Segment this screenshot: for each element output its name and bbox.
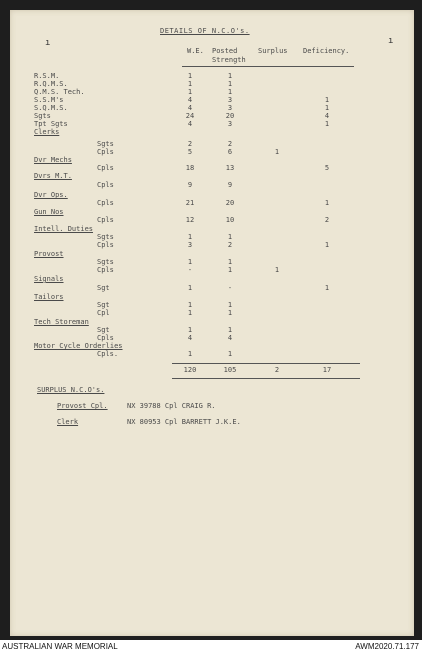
cell-posted: 13 (225, 164, 235, 172)
cell-posted: 6 (227, 148, 233, 156)
row-sub-label: Sgts (97, 233, 114, 241)
row-sub-label: Cpls (97, 266, 114, 274)
cell-posted: 1 (227, 266, 233, 274)
cell-we: - (187, 266, 193, 274)
total-posted: 105 (223, 366, 237, 374)
total-we: 120 (183, 366, 197, 374)
row-rank-label: Tailors (34, 293, 64, 301)
archive-footer (0, 640, 422, 653)
row-sub-label: Cpl (97, 309, 110, 317)
header-strength: Strength (212, 56, 246, 64)
cell-we: 2 (187, 140, 193, 148)
surplus-heading: SURPLUS N.C.O's. (37, 386, 105, 394)
cell-deficiency: 5 (324, 164, 330, 172)
cell-posted: 3 (227, 96, 233, 104)
cell-we: 1 (187, 72, 193, 80)
totals-rule-bottom (172, 378, 360, 379)
cell-we: 21 (185, 199, 195, 207)
cell-posted: 1 (227, 258, 233, 266)
pencil-mark-right: ı (388, 36, 394, 46)
cell-we: 1 (187, 258, 193, 266)
cell-posted: 20 (225, 199, 235, 207)
row-sub-label: Sgts (97, 140, 114, 148)
cell-we: 18 (185, 164, 195, 172)
surplus-role: Clerk (57, 418, 79, 426)
surplus-role: Provost Cpl. (57, 402, 108, 410)
cell-posted: 2 (227, 140, 233, 148)
cell-deficiency: 1 (324, 120, 330, 128)
totals-rule-top (172, 363, 360, 364)
surplus-detail: NX 80953 Cpl BARRETT J.K.E. (127, 418, 241, 426)
cell-surplus: 1 (274, 148, 280, 156)
archive-name: AUSTRALIAN WAR MEMORIAL (2, 642, 118, 651)
row-rank-label: R.S.M. (34, 72, 60, 80)
total-surplus: 2 (274, 366, 280, 374)
row-rank-label: S.S.M's (34, 96, 64, 104)
cell-we: 12 (185, 216, 195, 224)
cell-we: 1 (187, 301, 193, 309)
cell-posted: 20 (225, 112, 235, 120)
row-rank-label: Tech Storeman (34, 318, 89, 326)
row-rank-label: Q.M.S. Tech. (34, 88, 85, 96)
cell-we: 1 (187, 88, 193, 96)
cell-we: 5 (187, 148, 193, 156)
cell-posted: 1 (227, 326, 233, 334)
row-rank-label: Dvr Mechs (34, 156, 72, 164)
row-rank-label: Clerks (34, 128, 60, 136)
pencil-mark-left: ı (45, 38, 51, 48)
row-sub-label: Cpls. (97, 350, 119, 358)
row-rank-label: Signals (34, 275, 64, 283)
row-rank-label: S.Q.M.S. (34, 104, 68, 112)
cell-posted: 2 (227, 241, 233, 249)
cell-we: 24 (185, 112, 195, 120)
cell-posted: 1 (227, 301, 233, 309)
row-rank-label: Motor Cycle Orderlies (34, 342, 123, 350)
cell-deficiency: 1 (324, 96, 330, 104)
row-rank-label: Gun Nos (34, 208, 64, 216)
cell-posted: 1 (227, 88, 233, 96)
cell-we: 4 (187, 120, 193, 128)
cell-posted: 3 (227, 120, 233, 128)
row-rank-label: Dvr Ops. (34, 191, 68, 199)
cell-we: 1 (187, 80, 193, 88)
header-rule (182, 66, 354, 67)
document-title: DETAILS OF N.C.O's. (160, 27, 250, 35)
row-rank-label: R.Q.M.S. (34, 80, 68, 88)
row-rank-label: Tpt Sgts (34, 120, 68, 128)
cell-posted: 9 (227, 181, 233, 189)
cell-we: 1 (187, 350, 193, 358)
header-surplus: Surplus (258, 47, 288, 55)
cell-posted: 4 (227, 334, 233, 342)
header-we: W.E. (187, 47, 204, 55)
cell-posted: 3 (227, 104, 233, 112)
cell-posted: 1 (227, 233, 233, 241)
cell-deficiency: 1 (324, 284, 330, 292)
row-sub-label: Cpls (97, 199, 114, 207)
cell-deficiency: 1 (324, 104, 330, 112)
archive-reference: AWM2020.71.177 (355, 642, 419, 651)
row-sub-label: Cpls (97, 216, 114, 224)
row-sub-label: Sgts (97, 258, 114, 266)
cell-posted: - (227, 284, 233, 292)
row-sub-label: Sgt (97, 301, 110, 309)
row-rank-label: Intell. Duties (34, 225, 94, 233)
row-rank-label: Provost (34, 250, 64, 258)
row-rank-label: Dvrs M.T. (34, 172, 72, 180)
cell-we: 4 (187, 96, 193, 104)
surplus-detail: NX 39788 Cpl CRAIG R. (127, 402, 216, 410)
row-sub-label: Cpls (97, 148, 114, 156)
row-sub-label: Cpls (97, 334, 114, 342)
cell-deficiency: 2 (324, 216, 330, 224)
cell-posted: 1 (227, 80, 233, 88)
cell-posted: 1 (227, 72, 233, 80)
cell-deficiency: 1 (324, 199, 330, 207)
cell-surplus: 1 (274, 266, 280, 274)
cell-posted: 10 (225, 216, 235, 224)
cell-deficiency: 4 (324, 112, 330, 120)
cell-we: 1 (187, 284, 193, 292)
row-rank-label: Sgts (34, 112, 51, 120)
cell-we: 4 (187, 334, 193, 342)
row-sub-label: Cpls (97, 241, 114, 249)
cell-we: 1 (187, 326, 193, 334)
cell-deficiency: 1 (324, 241, 330, 249)
cell-posted: 1 (227, 309, 233, 317)
document-sheet (10, 10, 414, 636)
cell-we: 1 (187, 233, 193, 241)
row-sub-label: Cpls (97, 164, 114, 172)
cell-we: 1 (187, 309, 193, 317)
total-deficiency: 17 (322, 366, 332, 374)
cell-we: 9 (187, 181, 193, 189)
header-posted: Posted (212, 47, 238, 55)
row-sub-label: Sgt (97, 284, 110, 292)
cell-posted: 1 (227, 350, 233, 358)
cell-we: 4 (187, 104, 193, 112)
row-sub-label: Sgt (97, 326, 110, 334)
cell-we: 3 (187, 241, 193, 249)
header-deficiency: Deficiency. (303, 47, 350, 55)
row-sub-label: Cpls (97, 181, 114, 189)
